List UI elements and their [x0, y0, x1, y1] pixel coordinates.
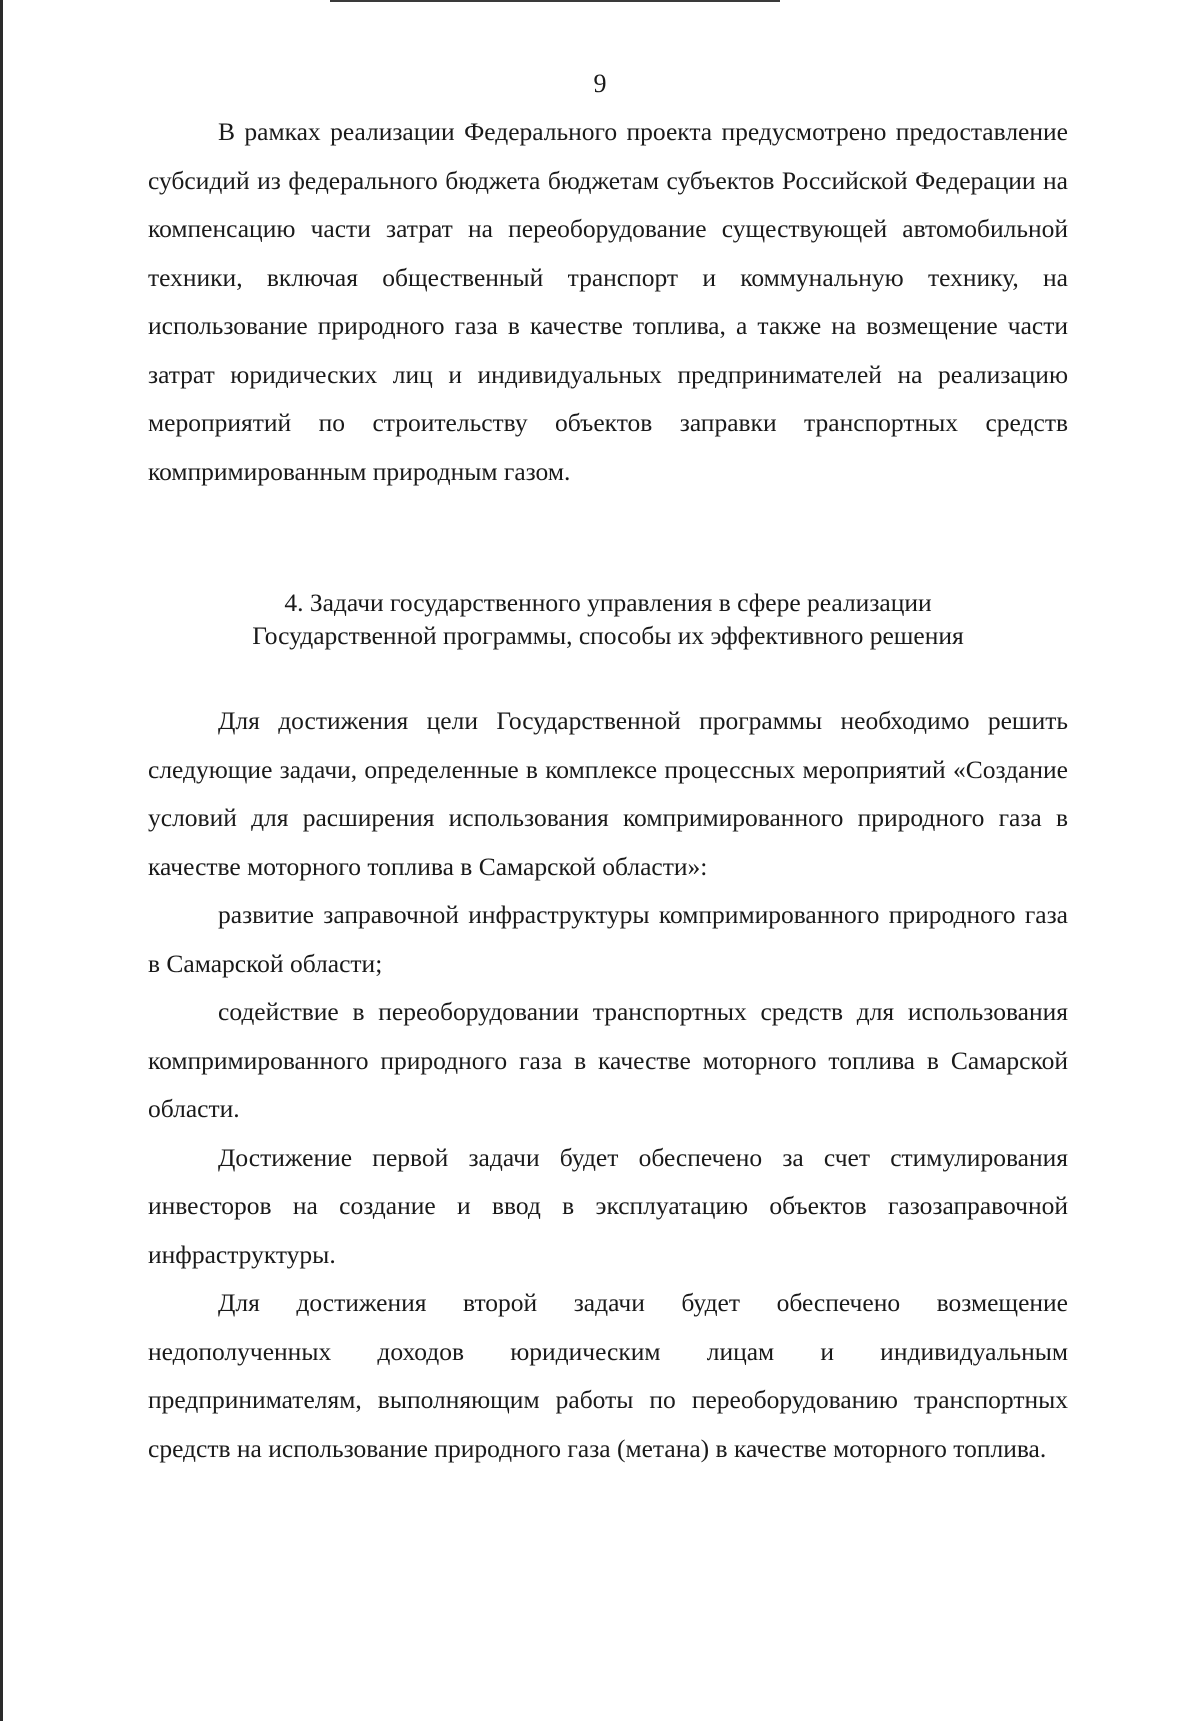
- scan-border: [0, 0, 3, 1721]
- page-number: 9: [593, 69, 607, 98]
- paragraph: Достижение первой задачи будет обеспечено за счет стимулирования инвесторов на создание и ввод в эксплуатацию объектов газозаправочной инфраструктуры.: [148, 1142, 1068, 1269]
- section-heading-line: 4. Задачи государственного управления в сфере реализации: [284, 588, 932, 617]
- body-text-top: [148, 108, 1068, 496]
- list-item: содействие в переоборудовании транспортных средств для использования компримированного природного газа в качестве моторного топлива в Самарской области.: [148, 997, 1068, 1123]
- paragraph: Для достижения второй задачи будет обеспечено возмещение недополученных доходов юридическим лицам и индивидуальным предпринимателям, выполняющим работы по переоборудованию транспортных средств на использование природного газа (метана) в качестве моторного топлива.: [148, 1288, 1068, 1463]
- scan-border: [330, 0, 780, 2]
- paragraph: Для достижения цели Государственной программы необходимо решить следующие задачи, определенные в комплексе процессных мероприятий «Создание условий для расширения использования компримированного природного газа в качестве моторного топлива в Самарской области»:: [148, 706, 1068, 881]
- body-text-bottom: [148, 697, 1068, 1473]
- section-heading-line: Государственной программы, способы их эффективного решения: [252, 621, 964, 650]
- paragraph: В рамках реализации Федерального проекта предусмотрено предоставление субсидий из федерального бюджета бюджетам субъектов Российской Федерации на компенсацию части затрат на переоборудование существующей автомобильной техники, включая общественный транспорт и коммунальную технику, на использование природного газа в качестве топлива, а также на возмещение части затрат юридических лиц и индивидуальных предпринимателей на реализацию мероприятий по строительству объектов заправки транспортных средств компримированным природным газом.: [148, 117, 1068, 486]
- section-heading: [148, 586, 1068, 652]
- list-item: развитие заправочной инфраструктуры компримированного природного газа в Самарской области;: [148, 900, 1068, 978]
